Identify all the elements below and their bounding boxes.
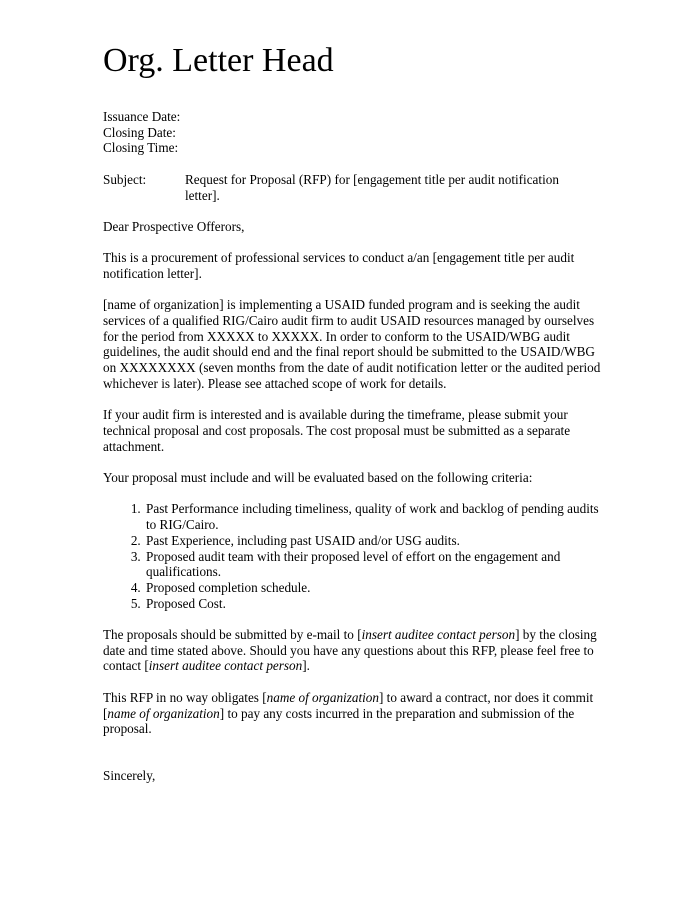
date-block xyxy=(103,109,603,156)
paragraph-organization: [name of organization] is implementing a USAID funded program and is seeking the audit services of a qualified RIG/Cairo audit firm to audit USAID resources managed by ourselves for the period from XXXXX to XXXXX. In order to conform to the USAID/WBG audit guidelines, the audit should end and the final report should be submitted to the USAID/WBG on XXXXXXXX (seven months from the date of audit notification letter or the audited period whichever is later). Please see attached scope of work for details. xyxy=(103,297,601,391)
contact-placeholder: insert auditee contact person xyxy=(148,658,303,674)
criteria-item: 4. Proposed completion schedule. xyxy=(144,580,603,596)
letterhead-title: Org. Letter Head xyxy=(103,42,334,79)
closing-time-label: Closing Time: xyxy=(103,140,179,156)
obligation-text: ] to pay any costs incurred in the preparation and submission of the proposal. xyxy=(103,705,575,737)
closing-signoff: Sincerely, xyxy=(103,768,156,784)
closing-date-label: Closing Date: xyxy=(103,124,176,140)
paragraph-obligation xyxy=(103,690,603,737)
obligation-text: This RFP in no way obligates [ xyxy=(103,689,267,705)
contact-placeholder: insert auditee contact person xyxy=(361,627,516,643)
letter-body xyxy=(103,109,603,784)
submission-text: The proposals should be submitted by e-mail to [ xyxy=(103,627,362,643)
paragraph-submission xyxy=(103,627,603,674)
organization-placeholder: name of organization xyxy=(266,689,379,705)
subject-line xyxy=(103,172,603,203)
criteria-item: 5. Proposed Cost. xyxy=(144,596,603,612)
criteria-item: 2. Past Experience, including past USAID and/or USG audits. xyxy=(144,533,603,549)
obligation-text: ] to award a contract, nor does it commit [ xyxy=(103,689,594,721)
submission-text: ] by the closing date and time stated above. Should you have any questions about this RFP, please feel free to contact [ xyxy=(103,627,597,674)
submission-text: ]. xyxy=(302,658,310,674)
issuance-date-label: Issuance Date: xyxy=(103,109,181,124)
criteria-intro: Your proposal must include and will be evaluated based on the following criteria: xyxy=(103,470,533,486)
criteria-item: 1. Past Performance including timeliness, quality of work and backlog of pending audits to RIG/Cairo. xyxy=(144,501,603,532)
criteria-list xyxy=(103,501,603,611)
subject-label: Subject: xyxy=(103,171,147,187)
paragraph-procurement: This is a procurement of professional services to conduct a/an [engagement title per audit notification letter]. xyxy=(103,250,575,281)
paragraph-submit-proposal: If your audit firm is interested and is available during the timeframe, please submit your technical proposal and cost proposals. The cost proposal must be submitted as a separate attachment. xyxy=(103,407,571,454)
criteria-item: 3. Proposed audit team with their proposed level of effort on the engagement and qualifications. xyxy=(144,549,603,580)
subject-text: Request for Proposal (RFP) for [engagement title per audit notification letter]. xyxy=(185,171,559,203)
salutation: Dear Prospective Offerors, xyxy=(103,218,245,234)
organization-placeholder: name of organization xyxy=(107,705,220,721)
